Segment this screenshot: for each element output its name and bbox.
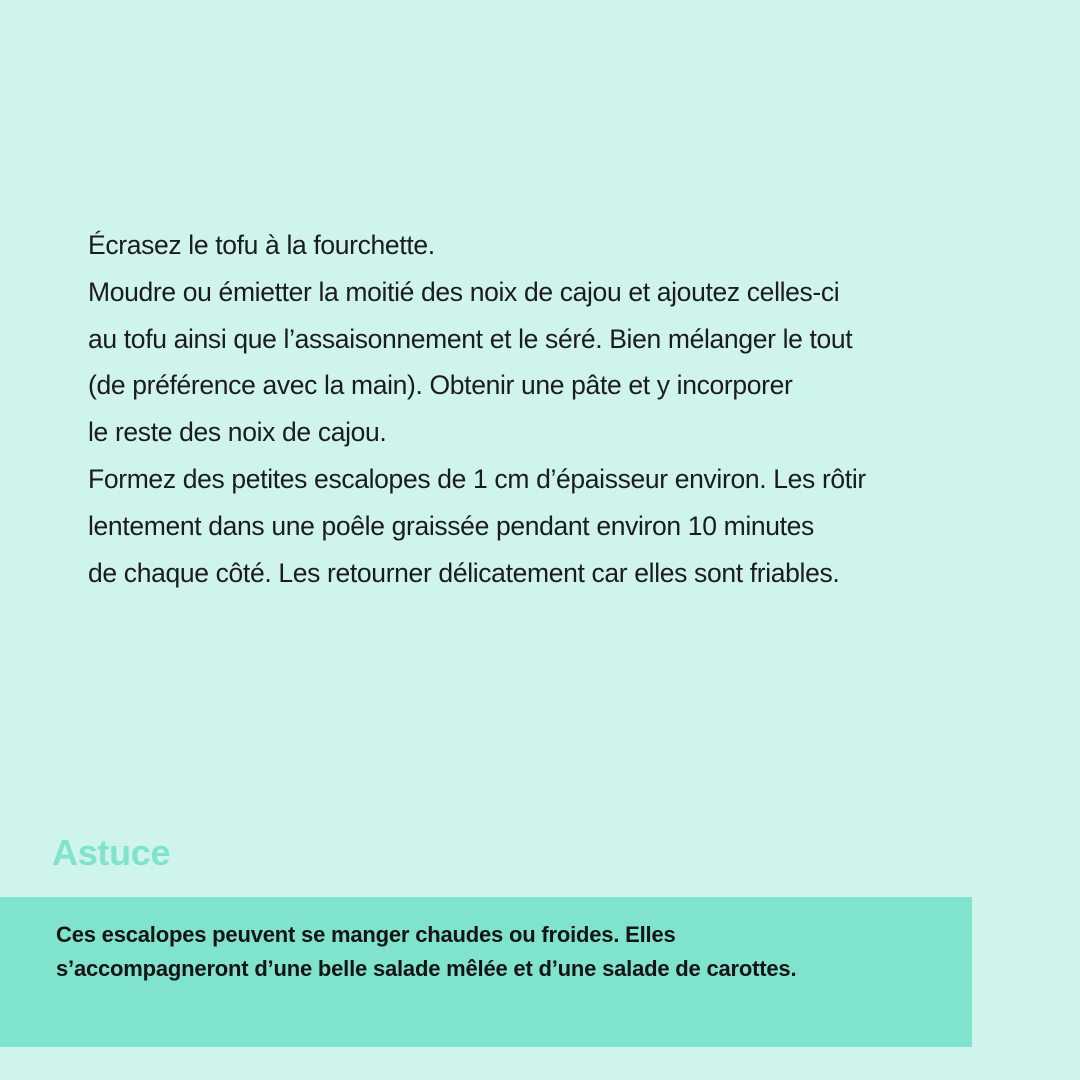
instruction-line: lentement dans une poêle graissée pendant environ 10 minutes bbox=[88, 510, 814, 541]
recipe-instructions bbox=[88, 222, 1048, 596]
tip-line: Ces escalopes peuvent se manger chaudes ou froides. Elles bbox=[56, 922, 676, 947]
instruction-line: Formez des petites escalopes de 1 cm d’épaisseur environ. Les rôtir bbox=[88, 463, 866, 494]
tip-line: s’accompagneront d’une belle salade mêlée et d’une salade de carottes. bbox=[56, 956, 797, 981]
instruction-line: Moudre ou émietter la moitié des noix de cajou et ajoutez celles-ci bbox=[88, 276, 840, 307]
tip-text bbox=[0, 918, 797, 986]
tip-box bbox=[0, 897, 972, 1047]
tip-title: Astuce bbox=[52, 832, 171, 873]
instruction-line: au tofu ainsi que l’assaisonnement et le séré. Bien mélanger le tout bbox=[88, 323, 853, 354]
instruction-line: de chaque côté. Les retourner délicatement car elles sont friables. bbox=[88, 557, 840, 588]
instruction-line: le reste des noix de cajou. bbox=[88, 417, 387, 448]
instruction-line: Écrasez le tofu à la fourchette. bbox=[88, 230, 435, 260]
instruction-line: (de préférence avec la main). Obtenir une pâte et y incorporer bbox=[88, 370, 793, 401]
